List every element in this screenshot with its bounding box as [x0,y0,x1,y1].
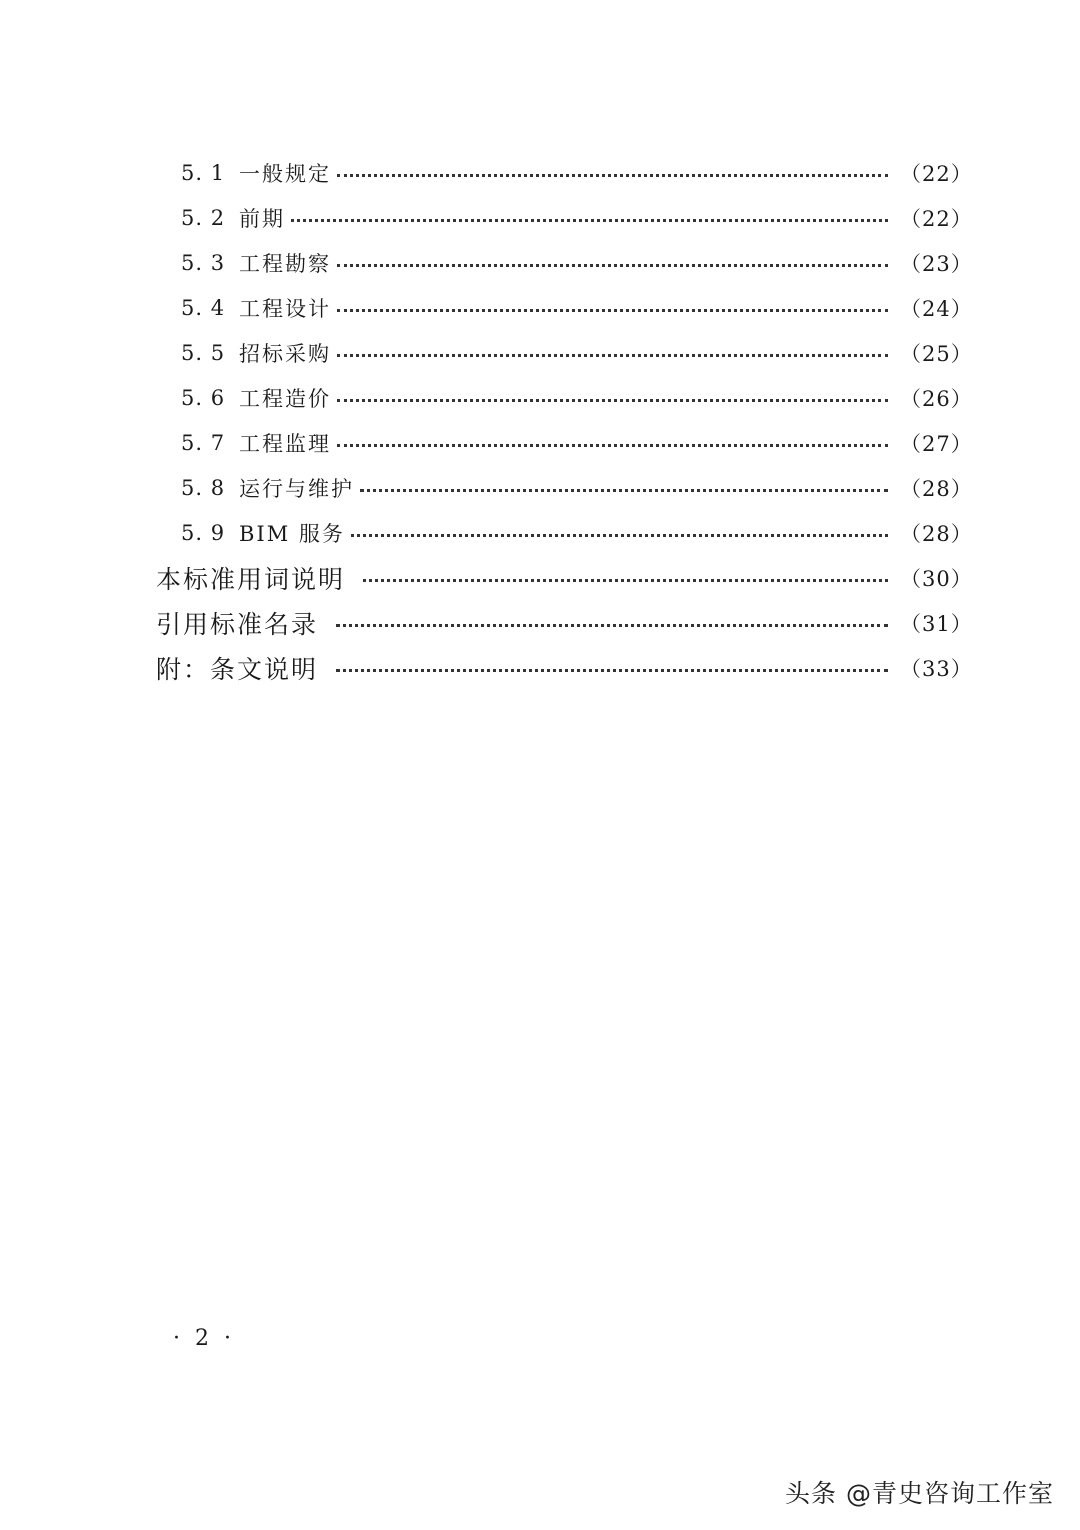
toc-dot-leader [351,534,888,537]
toc-entry-page: （30） [900,566,973,591]
toc-dot-leader [337,174,888,177]
toc-entry-title: 前期 [239,206,285,231]
toc-entry-number: 5. 8 [181,475,226,500]
toc-entry-page: （22） [900,161,973,186]
source-watermark: 头条 @青史咨询工作室 [785,1479,1054,1508]
toc-entry-page: （33） [900,656,973,681]
toc-dot-leader [336,669,888,672]
toc-entry-terms[interactable] [0,555,1080,600]
toc-entry-title: 招标采购 [239,341,331,366]
toc-entry-number: 5. 7 [181,430,226,455]
toc-dot-leader [337,264,888,267]
toc-entry-page: （22） [900,206,973,231]
toc-entry-appendix[interactable] [0,645,1080,690]
toc-entry-title: 运行与维护 [239,476,354,501]
toc-dot-leader [337,444,888,447]
toc-entry-number: 5. 1 [181,160,226,185]
toc-entry-number: 5. 9 [181,520,226,545]
toc-entry[interactable] [0,510,1080,555]
toc-dot-leader [337,399,888,402]
toc-entry-title: 本标准用词说明 [156,564,346,594]
toc-entry-page: （31） [900,611,973,636]
toc-dot-leader [291,219,888,222]
toc-entry[interactable] [0,150,1080,195]
toc-entry-title: BIM 服务 [239,521,345,546]
page-number: · 2 · [173,1326,235,1351]
toc-dot-leader [336,624,888,627]
toc-entry-references[interactable] [0,600,1080,645]
toc-entry-page: （27） [900,431,973,456]
toc-entry[interactable] [0,240,1080,285]
toc-entry[interactable] [0,375,1080,420]
toc-entry[interactable] [0,285,1080,330]
toc-dot-leader [363,579,888,582]
toc-entry[interactable] [0,195,1080,240]
toc-entry[interactable] [0,420,1080,465]
toc-entry-number: 5. 2 [181,205,226,230]
toc-entry-title: 工程监理 [239,431,331,456]
toc-entry-page: （24） [900,296,973,321]
toc-entry-title: 引用标准名录 [156,609,319,639]
toc-entry-title: 工程勘察 [239,251,331,276]
toc-entry-number: 5. 6 [181,385,226,410]
toc-entry-page: （28） [900,521,973,546]
toc-entry-number: 5. 4 [181,295,226,320]
toc-dot-leader [360,489,888,492]
toc-entry-page: （28） [900,476,973,501]
toc-dot-leader [337,309,888,312]
toc-entry-title: 一般规定 [239,161,331,186]
toc-entry-page: （26） [900,386,973,411]
table-of-contents [0,150,1080,690]
toc-entry-number: 5. 5 [181,340,226,365]
toc-entry-title: 工程设计 [239,296,331,321]
toc-entry-title: 附：条文说明 [156,654,319,684]
toc-entry-page: （23） [900,251,973,276]
toc-entry-title: 工程造价 [239,386,331,411]
toc-entry-number: 5. 3 [181,250,226,275]
toc-entry[interactable] [0,465,1080,510]
toc-dot-leader [337,354,888,357]
toc-entry[interactable] [0,330,1080,375]
toc-entry-page: （25） [900,341,973,366]
